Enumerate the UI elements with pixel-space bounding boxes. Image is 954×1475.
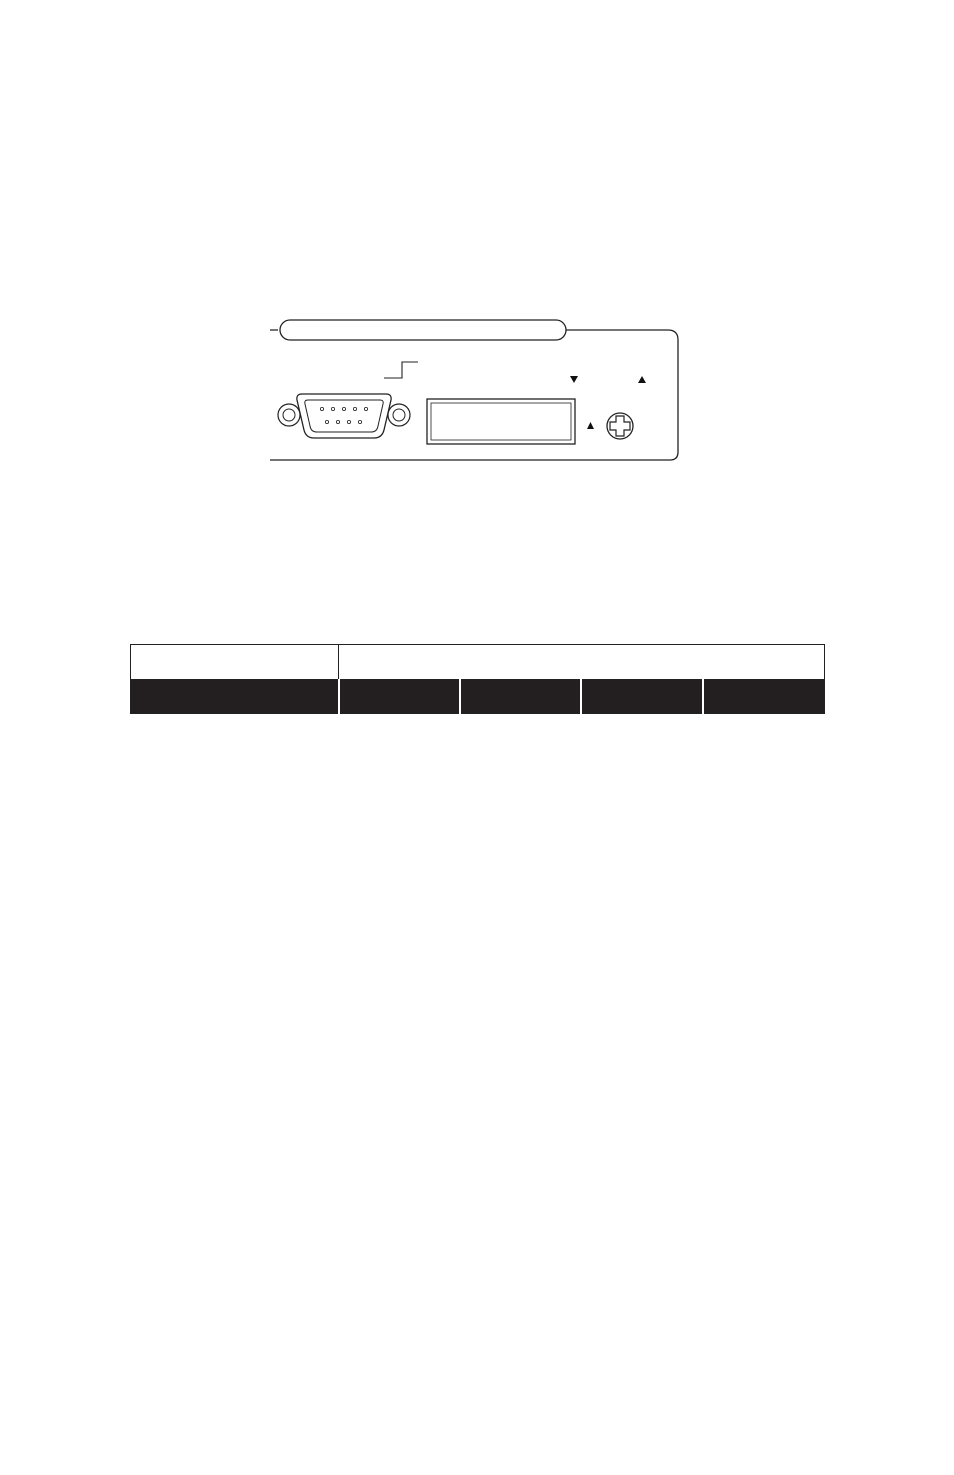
baud-rate-table <box>130 644 825 714</box>
column-header-switch-2 <box>460 679 581 714</box>
switch-group-header <box>339 645 825 680</box>
screw-icon <box>607 413 633 439</box>
on-arrow-icon <box>587 422 594 429</box>
column-header-switch-1 <box>339 679 460 714</box>
arrow-down-icon <box>570 376 578 383</box>
db9-connector <box>278 394 410 438</box>
column-header-switch-4 <box>703 679 825 714</box>
panel-title-pill <box>280 320 566 340</box>
arrow-up-icon <box>638 376 646 383</box>
legend-bracket <box>384 362 418 378</box>
column-header-baud-rate <box>131 679 339 714</box>
vdc-ports-diagram <box>268 318 682 466</box>
table-corner-cell <box>131 645 339 680</box>
column-header-switch-3 <box>581 679 703 714</box>
